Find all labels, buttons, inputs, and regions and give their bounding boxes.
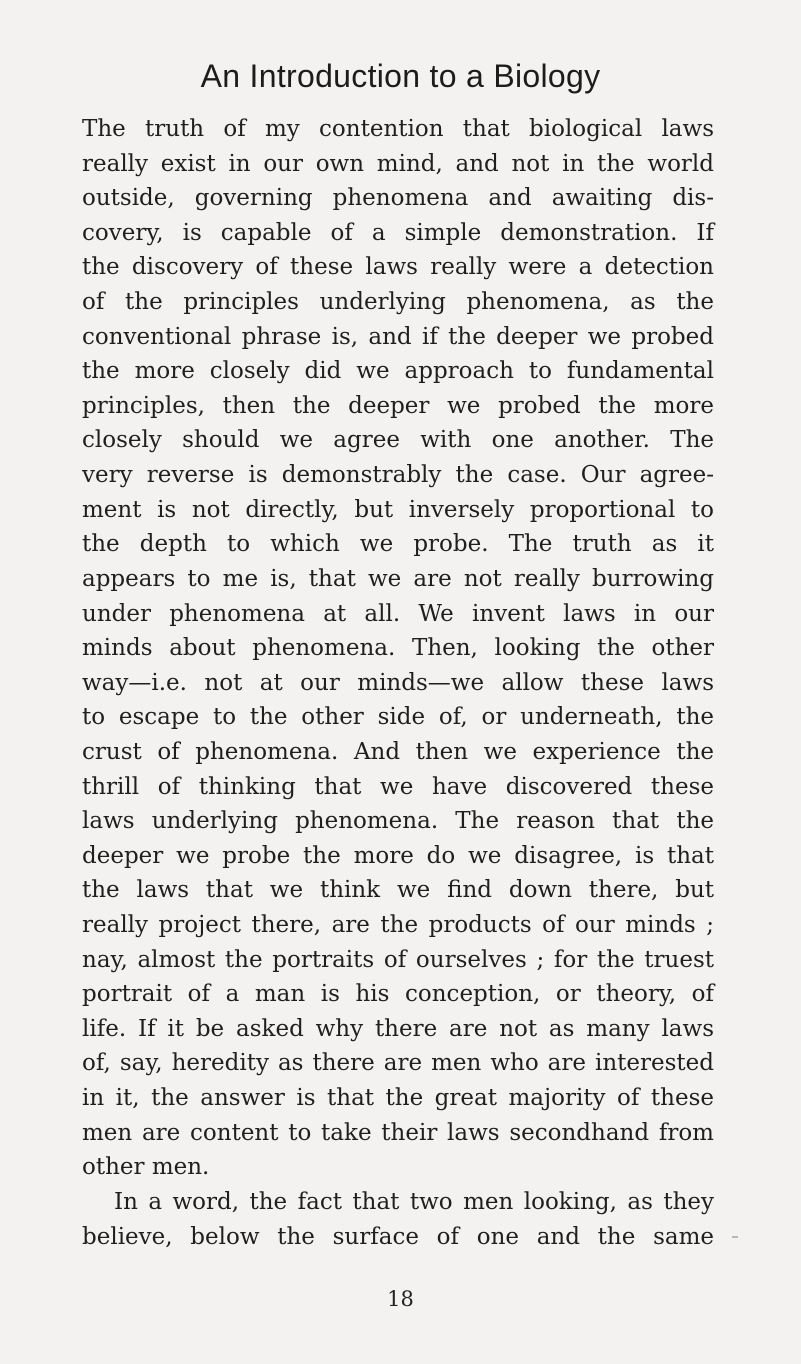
text-line: way—i.e. not at our minds—we allow these laws [82, 669, 714, 696]
text-line: outside, governing phenomena and awaiting dis- [82, 185, 714, 212]
text-line: the laws that we think we find down there, but [82, 877, 714, 904]
text-line: nay, almost the portraits of ourselves ; for the truest [82, 946, 714, 973]
text-line: closely should we agree with one another. The [82, 427, 714, 454]
text-line: to escape to the other side of, or underneath, the [82, 704, 714, 731]
body-text [82, 112, 714, 1254]
text-line: life. If it be asked why there are not as many laws [82, 1015, 714, 1042]
text-line: principles, then the deeper we probed the more [82, 392, 714, 419]
text-line: covery, is capable of a simple demonstration. If [82, 219, 714, 246]
text-line: laws underlying phenomena. The reason that the [82, 808, 714, 835]
text-line: very reverse is demonstrably the case. Our agree- [82, 462, 714, 489]
text-line: conventional phrase is, and if the deeper we probed [82, 323, 714, 350]
text-line: other men. [82, 1154, 210, 1181]
text-line: the discovery of these laws really were a detection [82, 254, 714, 281]
text-line: ment is not directly, but inversely proportional to [82, 496, 714, 523]
text-line: the depth to which we probe. The truth as it [82, 531, 714, 558]
running-head: An Introduction to a Biology [200, 58, 601, 94]
text-line: really exist in our own mind, and not in the world [82, 150, 714, 177]
paragraph-2 [82, 1185, 714, 1254]
text-line: really project there, are the products of our minds ; [82, 912, 714, 939]
text-line: appears to me is, that we are not really burrowing [82, 565, 714, 592]
text-line: The truth of my contention that biological laws [82, 116, 714, 142]
paragraph-1 [82, 112, 714, 1185]
text-line: In a word, the fact that two men looking, as they [114, 1188, 714, 1215]
text-line: portrait of a man is his conception, or theory, of [82, 981, 714, 1008]
text-line: believe, below the surface of one and the same [82, 1223, 714, 1250]
text-line: under phenomena at all. We invent laws in our [82, 600, 714, 627]
margin-mark [732, 1236, 738, 1238]
text-line: of, say, heredity as there are men who are interested [82, 1050, 714, 1077]
text-line: men are content to take their laws secondhand from [82, 1119, 714, 1146]
page-number: 18 [387, 1287, 414, 1311]
text-line: the more closely did we approach to fundamental [82, 358, 714, 385]
text-line: crust of phenomena. And then we experience the [82, 738, 714, 765]
text-line: thrill of thinking that we have discovered these [82, 773, 714, 800]
text-line: of the principles underlying phenomena, as the [82, 289, 714, 316]
text-line: deeper we probe the more do we disagree, is that [82, 842, 714, 869]
text-line: minds about phenomena. Then, looking the other [82, 635, 714, 662]
text-line: in it, the answer is that the great majority of these [82, 1085, 714, 1112]
